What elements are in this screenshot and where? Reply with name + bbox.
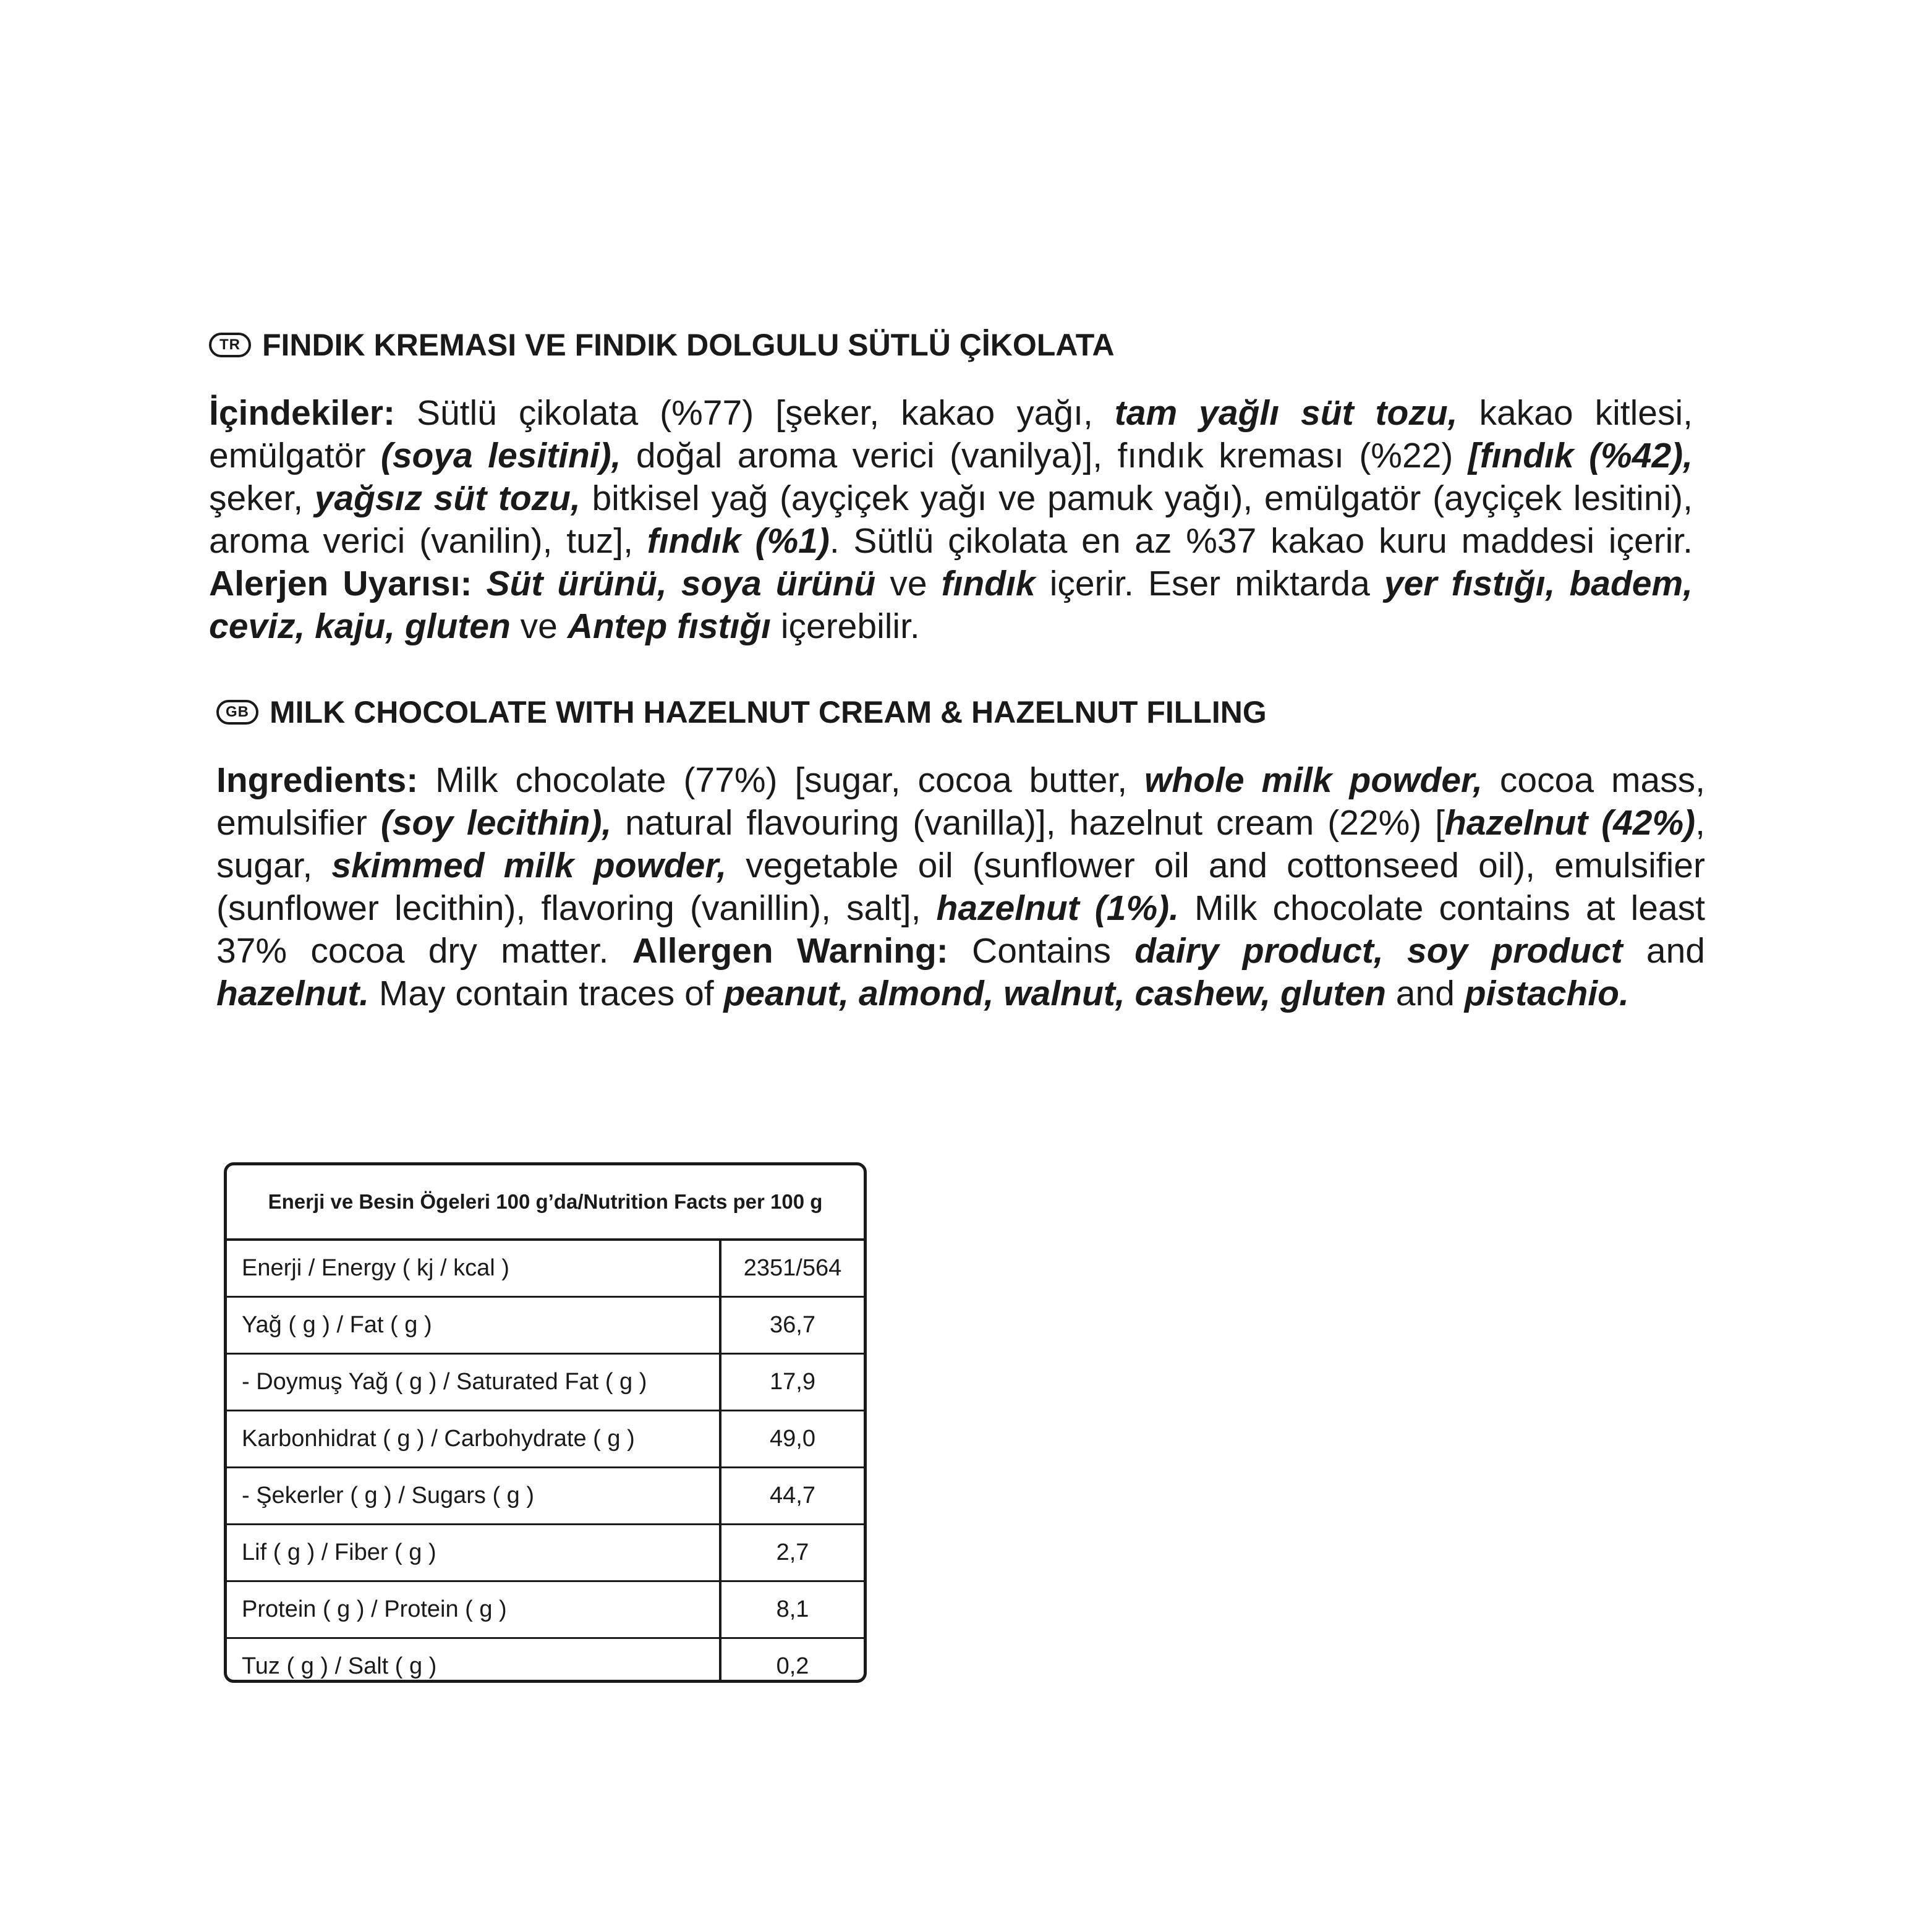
english-product-title: MILK CHOCOLATE WITH HAZELNUT CREAM & HAZELNUT FILLING bbox=[270, 695, 1267, 730]
english-ingredients-paragraph bbox=[216, 759, 1705, 1015]
table-row bbox=[227, 1240, 864, 1297]
emphasis-span: yağsız süt tozu, bbox=[314, 479, 581, 518]
nutrient-label: Lif ( g ) / Fiber ( g ) bbox=[227, 1525, 720, 1581]
text-span: içerebilir. bbox=[771, 606, 920, 646]
nutrition-header: Enerji ve Besin Ögeleri 100 g’da/Nutrition Facts per 100 g bbox=[227, 1165, 864, 1240]
table-row bbox=[227, 1581, 864, 1638]
table-row bbox=[227, 1468, 864, 1525]
gb-language-badge: GB bbox=[216, 700, 258, 725]
table-row bbox=[227, 1297, 864, 1354]
nutrient-value: 8,1 bbox=[720, 1581, 864, 1638]
text-span: Sütlü çikolata (%77) [şeker, kakao yağı, bbox=[394, 393, 1115, 433]
emphasis-span: yer fıstığı, badem, ceviz, kaju, gluten bbox=[209, 564, 1693, 646]
text-span: May contain traces of bbox=[369, 974, 724, 1013]
emphasis-span: fındık (%1) bbox=[647, 521, 830, 561]
text-span: şeker, bbox=[209, 479, 315, 518]
text-span: and bbox=[1385, 974, 1465, 1013]
ingredients-label: İçindekiler: bbox=[209, 393, 395, 433]
text-span: içerir. Eser miktarda bbox=[1035, 564, 1384, 603]
turkish-heading bbox=[209, 323, 1693, 367]
text-span: Milk chocolate (77%) [sugar, cocoa butter, bbox=[418, 760, 1145, 800]
text-span: , sugar, bbox=[216, 803, 1705, 885]
emphasis-span: hazelnut. bbox=[216, 974, 370, 1013]
nutrient-label: Protein ( g ) / Protein ( g ) bbox=[227, 1581, 720, 1638]
text-span: ve bbox=[510, 606, 568, 646]
nutrient-value: 2,7 bbox=[720, 1525, 864, 1581]
emphasis-span: skimmed milk powder, bbox=[331, 846, 727, 885]
emphasis-span: hazelnut (1%). bbox=[936, 888, 1179, 928]
text-span bbox=[472, 564, 486, 603]
nutrition-header-row bbox=[227, 1165, 864, 1240]
text-span: cocoa mass, emulsifier bbox=[216, 760, 1706, 843]
text-span: vegetable oil (sunflower oil and cottonseed oil), emulsifier (sunflower lecithin), flavoring (vanillin), salt], bbox=[216, 846, 1705, 928]
allergen-label: Allergen Warning: bbox=[632, 931, 948, 971]
ingredients-label: Ingredients: bbox=[216, 760, 419, 800]
english-heading bbox=[216, 690, 1705, 734]
text-span: Contains bbox=[948, 931, 1135, 971]
emphasis-span: (soya lesitini), bbox=[380, 436, 621, 475]
text-span: ve bbox=[875, 564, 942, 603]
nutrition-facts-table bbox=[224, 1162, 867, 1683]
emphasis-span: dairy product, soy product bbox=[1134, 931, 1623, 971]
turkish-product-title: FINDIK KREMASI VE FINDIK DOLGULU SÜTLÜ ÇİKOLATA bbox=[262, 328, 1115, 362]
text-span: doğal aroma verici (vanilya)], fındık kreması (%22) bbox=[621, 436, 1468, 475]
emphasis-span: Antep fıstığı bbox=[567, 606, 771, 646]
nutrient-value: 49,0 bbox=[720, 1411, 864, 1468]
emphasis-span: tam yağlı süt tozu, bbox=[1114, 393, 1458, 433]
text-span: and bbox=[1622, 931, 1705, 971]
nutrition-table bbox=[227, 1165, 864, 1683]
table-row bbox=[227, 1354, 864, 1411]
text-span: . Sütlü çikolata en az %37 kakao kuru maddesi içerir. bbox=[829, 521, 1693, 561]
nutrient-label: Karbonhidrat ( g ) / Carbohydrate ( g ) bbox=[227, 1411, 720, 1468]
table-row bbox=[227, 1638, 864, 1683]
turkish-section bbox=[209, 323, 1693, 683]
nutrient-label: Enerji / Energy ( kj / kcal ) bbox=[227, 1240, 720, 1297]
emphasis-span: [fındık (%42), bbox=[1468, 436, 1693, 475]
text-span: kakao kitlesi, emülgatör bbox=[209, 393, 1693, 475]
emphasis-span: whole milk powder, bbox=[1144, 760, 1483, 800]
emphasis-span: hazelnut (42%) bbox=[1445, 803, 1696, 843]
allergen-label: Alerjen Uyarısı: bbox=[209, 564, 472, 603]
nutrient-label: - Doymuş Yağ ( g ) / Saturated Fat ( g ) bbox=[227, 1354, 720, 1411]
text-span: natural flavouring (vanilla)], hazelnut cream (22%) [ bbox=[611, 803, 1445, 843]
nutrient-value: 2351/564 bbox=[720, 1240, 864, 1297]
nutrient-label: Tuz ( g ) / Salt ( g ) bbox=[242, 1653, 437, 1679]
table-row bbox=[227, 1525, 864, 1581]
nutrient-label: Yağ ( g ) / Fat ( g ) bbox=[227, 1297, 720, 1354]
emphasis-span: peanut, almond, walnut, cashew, gluten bbox=[723, 974, 1386, 1013]
text-span: Milk chocolate contains at least 37% cocoa dry matter. bbox=[216, 888, 1705, 971]
english-section bbox=[216, 690, 1705, 1050]
turkish-ingredients-paragraph bbox=[209, 392, 1693, 648]
emphasis-span: fındık bbox=[941, 564, 1036, 603]
nutrient-value: 0,2 bbox=[720, 1638, 864, 1683]
emphasis-span: (soy lecithin), bbox=[380, 803, 612, 843]
tr-language-badge: TR bbox=[209, 333, 251, 357]
nutrient-value: 44,7 bbox=[720, 1468, 864, 1525]
nutrient-value: 17,9 bbox=[720, 1354, 864, 1411]
emphasis-span: Süt ürünü, soya ürünü bbox=[486, 564, 876, 603]
nutrient-label: - Şekerler ( g ) / Sugars ( g ) bbox=[227, 1468, 720, 1525]
text-span: bitkisel yağ (ayçiçek yağı ve pamuk yağı), emülgatör (ayçiçek lesitini), aroma verici (vanilin), tuz], bbox=[209, 479, 1693, 561]
emphasis-span: pistachio. bbox=[1464, 974, 1629, 1013]
table-row bbox=[227, 1411, 864, 1468]
nutrient-value: 36,7 bbox=[720, 1297, 864, 1354]
